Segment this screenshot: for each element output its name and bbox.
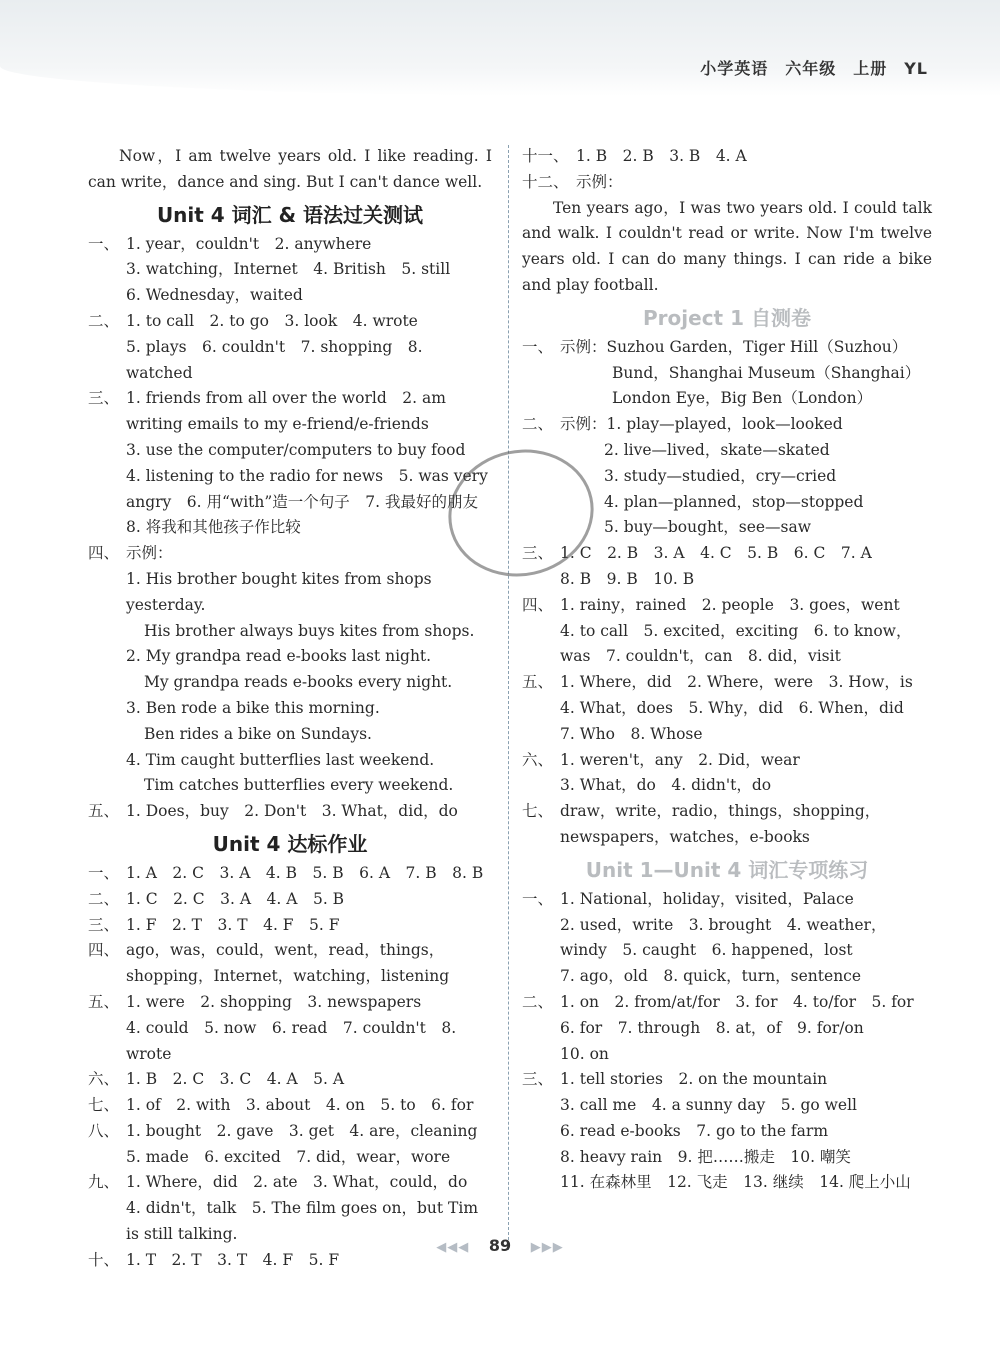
answer-line: 6. for 7. through 8. at，of 9. for/on — [560, 1018, 864, 1037]
answer-line: 5. buy—bought，see—saw — [604, 518, 812, 537]
group-number: 一、 — [522, 337, 554, 356]
group-number: 一、 — [88, 234, 120, 253]
group-number: 三、 — [88, 915, 120, 934]
group-number: 八、 — [88, 1121, 120, 1140]
intro-paragraph: Now，I am twelve years old. I like reading. I can write，dance and sing. But I can't dance well. — [88, 147, 492, 191]
page-number: 89 — [488, 1236, 512, 1255]
answer-group — [522, 990, 932, 1067]
answer-line: 1. friends from all over the world 2. am writing emails to my e-friend/e-friends — [126, 389, 446, 434]
page-header — [0, 0, 1000, 96]
answer-line: 4. didn't，talk 5. The film goes on，but Tim is still talking. — [126, 1199, 479, 1244]
answer-line: 8. heavy rain 9. 把……搬走 10. 嘲笑 — [560, 1147, 851, 1166]
group-number: 六、 — [88, 1070, 120, 1089]
answer-line: 1. year，couldn't 2. anywhere — [126, 234, 372, 253]
answer-line: 1. Where，did 2. Where，were 3. How，is — [560, 673, 913, 692]
answer-line: 1. B 2. C 3. C 4. A 5. A — [126, 1070, 345, 1089]
answer-line: 3. What，do 4. didn't，do — [560, 776, 772, 795]
answer-line: 2. used，write 3. brought 4. weather，windy 5. caught 6. happened，lost — [560, 915, 887, 960]
header-title: 小学英语 六年级 上册 YL — [700, 59, 928, 78]
example-line: 3. Ben rode a bike this morning. — [126, 698, 380, 717]
answer-group — [522, 670, 932, 747]
answer-line: 4. listening to the radio for news 5. was very angry 6. 用“with”造一个句子 7. 我最好的朋友 8. 将我和其他孩子作比较 — [126, 466, 494, 537]
answer-line: Bund，Shanghai Museum（Shanghai） — [612, 363, 921, 382]
answer-group — [88, 541, 492, 799]
group-number: 四、 — [522, 595, 554, 614]
answer-line: 1. F 2. T 3. T 4. F 5. F — [126, 915, 340, 934]
group-number: 五、 — [88, 992, 120, 1011]
answer-line: 3. use the computer/computers to buy food — [126, 440, 466, 459]
next-arrows-icon: ▶▶▶ — [530, 1240, 564, 1255]
prev-arrows-icon: ◀◀◀ — [436, 1240, 470, 1255]
section-title-unit1-4-vocab: Unit 1—Unit 4 词汇专项练习 — [585, 857, 869, 882]
answer-line: 4. plan—planned，stop—stopped — [604, 492, 864, 511]
group-number: 十一、 — [522, 147, 569, 165]
answer-group — [522, 799, 932, 851]
answer-line: ago，was，could，went，read，things，shopping，Internet，watching，listening — [126, 941, 450, 986]
answer-line: draw，write，radio，things，shopping，newspapers，watches，e-books — [560, 802, 881, 846]
answer-line: 示例： — [126, 544, 173, 563]
answer-group — [88, 990, 492, 1067]
example-paragraph: Ten years ago，I was two years old. I could talk and walk. I couldn't read or write. Now I'm twelve years old. I can do many things. I can ride a bike and play football. — [522, 198, 932, 294]
answer-line: 8. B 9. B 10. B — [560, 569, 695, 588]
group-number: 二、 — [522, 992, 554, 1011]
answer-line: 6. read e-books 7. go to the farm — [560, 1121, 829, 1140]
group-number: 三、 — [522, 544, 554, 563]
group-number: 二、 — [88, 311, 120, 330]
answer-line: 示例：Suzhou Garden，Tiger Hill（Suzhou） — [560, 337, 908, 356]
answer-line: 5. plays 6. couldn't 7. shopping 8. watched — [126, 337, 423, 382]
answer-line: 1. on 2. from/at/for 3. for 4. to/for 5. for — [560, 992, 914, 1011]
answer-group — [88, 913, 492, 939]
answer-line: 1. B 2. B 3. B 4. A — [576, 147, 747, 165]
answer-group — [522, 593, 932, 670]
answer-line: 1. C 2. B 3. A 4. C 5. B 6. C 7. A — [560, 544, 872, 563]
answer-line: 6. Wednesday，waited — [126, 286, 303, 305]
answer-line: 7. Who 8. Whose — [560, 724, 703, 743]
answer-line: 11. 在森林里 12. 飞走 13. 继续 14. 爬上小山 — [560, 1173, 911, 1192]
group-number: 六、 — [522, 750, 554, 769]
answer-group — [522, 541, 932, 593]
group-number: 九、 — [88, 1173, 120, 1192]
answer-group — [88, 861, 492, 887]
answer-line: 3. watching，Internet 4. British 5. still — [126, 260, 451, 279]
group-number: 一、 — [88, 863, 120, 882]
answer-line: 1. National，holiday，visited，Palace — [560, 889, 854, 908]
group-number: 七、 — [88, 1096, 120, 1115]
answer-group — [88, 309, 492, 386]
answer-group — [88, 799, 492, 825]
group-number: 二、 — [522, 415, 554, 434]
answer-group — [522, 748, 932, 800]
answer-line: 4. to call 5. excited，exciting 6. to know，was 7. couldn't，can 8. did，visit — [560, 621, 912, 666]
answer-line: London Eye，Big Ben（London） — [612, 389, 873, 408]
group-number: 十二、 — [522, 172, 569, 191]
answer-line: 4. What，does 5. Why，did 6. When，did — [560, 698, 904, 717]
answer-line: 1. T 2. T 3. T 4. F 5. F — [126, 1250, 340, 1269]
answer-line: 4. could 5. now 6. read 7. couldn't 8. wrote — [126, 1018, 457, 1063]
section-title-unit4-vocab: Unit 4 词汇 & 语法过关测试 — [156, 202, 424, 227]
group-number: 一、 — [522, 889, 554, 908]
answer-line: 10. on — [560, 1044, 609, 1063]
answer-line: 示例： — [576, 172, 623, 191]
answer-line: 3. study—studied，cry—cried — [604, 466, 837, 485]
answer-group — [522, 170, 932, 196]
answer-line: 1. Does，buy 2. Don't 3. What，did，do — [126, 802, 458, 821]
page-number-bar — [0, 1236, 1000, 1255]
answer-line: 1. rainy，rained 2. people 3. goes，went — [560, 595, 900, 614]
answer-group — [522, 887, 932, 990]
example-line: 2. My grandpa read e-books last night. — [126, 647, 432, 666]
answer-line: 5. made 6. excited 7. did，wear，wore — [126, 1147, 451, 1166]
group-number: 三、 — [522, 1070, 554, 1089]
example-line: 4. Tim caught butterflies last weekend. — [126, 750, 435, 769]
answer-line: 3. call me 4. a sunny day 5. go well — [560, 1096, 857, 1115]
answer-group — [88, 1119, 492, 1171]
example-line: Tim catches butterflies every weekend. — [144, 776, 454, 795]
answer-group — [88, 232, 492, 309]
section-title-project1: Project 1 自测卷 — [643, 305, 811, 330]
answer-line: 1. were 2. shopping 3. newspapers — [126, 992, 422, 1011]
answer-group — [522, 335, 932, 412]
section-title-unit4-homework: Unit 4 达标作业 — [212, 831, 368, 856]
example-line: My grandpa reads e-books every night. — [144, 673, 453, 692]
answer-line: 2. live—lived，skate—skated — [604, 440, 830, 459]
example-line: 1. His brother bought kites from shops yesterday. — [126, 569, 432, 614]
answer-line: 1. weren't，any 2. Did，wear — [560, 750, 800, 769]
answer-line: 1. tell stories 2. on the mountain — [560, 1070, 828, 1089]
column-divider — [508, 145, 509, 1250]
group-number: 七、 — [522, 802, 554, 821]
answer-line: 1. Where，did 2. ate 3. What，could，do — [126, 1173, 468, 1192]
answer-group — [88, 938, 492, 990]
answer-group — [522, 1067, 932, 1196]
group-number: 二、 — [88, 889, 120, 908]
answer-line: 1. bought 2. gave 3. get 4. are，cleaning — [126, 1121, 478, 1140]
answer-line: 1. A 2. C 3. A 4. B 5. B 6. A 7. B 8. B — [126, 863, 484, 882]
example-line: Ben rides a bike on Sundays. — [144, 724, 372, 743]
answer-group — [88, 887, 492, 913]
group-number: 三、 — [88, 389, 120, 408]
answer-group — [88, 1093, 492, 1119]
group-number: 十、 — [88, 1250, 120, 1269]
answer-line: 1. of 2. with 3. about 4. on 5. to 6. for — [126, 1096, 474, 1115]
right-column — [522, 144, 932, 1196]
group-number: 四、 — [88, 544, 120, 563]
left-column — [88, 144, 492, 1274]
answer-line: 示例：1. play—played，look—looked — [560, 415, 843, 434]
answer-line: 7. ago，old 8. quick，turn，sentence — [560, 967, 862, 986]
answer-line: 1. to call 2. to go 3. look 4. wrote — [126, 311, 418, 330]
group-number: 四、 — [88, 941, 120, 960]
group-number: 五、 — [522, 673, 554, 692]
answer-group — [522, 144, 932, 170]
group-number: 五、 — [88, 802, 120, 821]
example-line: His brother always buys kites from shops. — [144, 621, 475, 640]
answer-group — [88, 386, 492, 541]
answer-group — [88, 1067, 492, 1093]
answer-line: 1. C 2. C 3. A 4. A 5. B — [126, 889, 345, 908]
